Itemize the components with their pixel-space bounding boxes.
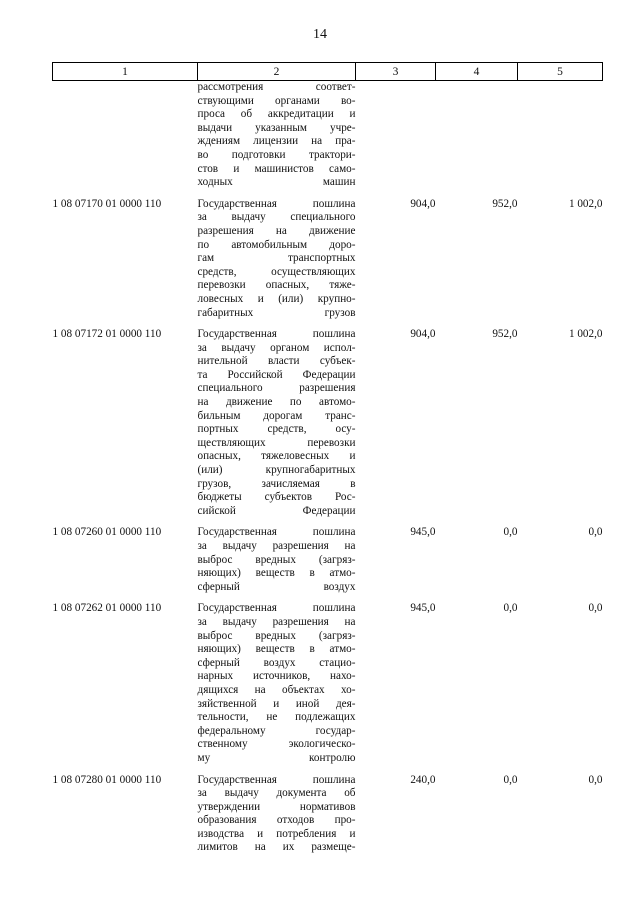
column-header: 4 [436,63,518,81]
revenue-name: Государственная пошлина за выдачу разрешения на выброс вредных (загряз- няющих) веществ в атмо- сферный воздух стацио- нарных источников, нахо- дящихся на объектах хо- зяйственной и иной дея- тельности, не подлежащих федеральному государ- ственному экологическо- му контролю [197,602,356,764]
value-col3: 904,0 [410,197,436,210]
continuation-row [53,81,603,196]
budget-code: 1 08 07280 01 0000 110 [52,773,162,786]
revenue-name: Государственная пошлина за выдачу разрешения на выброс вредных (загряз- няющих) веществ в атмо- сферный воздух [197,526,356,593]
value-col4: 952,0 [492,197,518,210]
value-col3: 240,0 [410,773,436,786]
value-col5: 0,0 [588,602,603,615]
budget-code: 1 08 07170 01 0000 110 [52,197,162,210]
value-col4: 952,0 [492,328,518,341]
revenue-name: Государственная пошлина за выдачу органом испол- нительной власти субъек- та Российской Федерации специального разрешения на движение по автомо- бильным дорогам транс- портных средств, осу- ществляющих перевозки опасных, тяжеловесных и (или) крупногабаритных грузов, зачисляемая в бюджеты субъектов Рос- сийской Федерации [197,328,356,517]
revenue-name: Государственная пошлина за выдачу документа об утверждении нормативов образования отходов про- изводства и потребления и лимитов на их размеще- [197,773,356,854]
budget-code: 1 08 07172 01 0000 110 [52,328,162,341]
revenue-name: Государственная пошлина за выдачу специального разрешения на движение по автомобильным доро- гам транспортных средств, осуществляющих перевозки опасных, тяже- ловесных и (или) крупно- габаритных грузов [197,197,356,319]
budget-code: 1 08 07262 01 0000 110 [52,602,162,615]
value-col5: 0,0 [588,526,603,539]
column-header: 3 [356,63,436,81]
value-col5: 1 002,0 [568,328,603,341]
budget-code: 1 08 07260 01 0000 110 [52,526,162,539]
table-row [53,326,603,524]
column-header: 1 [53,63,198,81]
table-row [53,196,603,326]
value-col5: 1 002,0 [568,197,603,210]
column-header: 2 [198,63,356,81]
table-row [53,600,603,771]
value-col3: 945,0 [410,526,436,539]
value-col3: 945,0 [410,602,436,615]
table-header-row [53,63,603,81]
continuation-text: рассмотрения соответ- ствующими органами во- проса об аккредитации и выдачи указанным учре- ждениям лицензии на пра- во подготовки трактори- стов и машинистов само- ходных машин [197,81,356,189]
value-col5: 0,0 [588,773,603,786]
value-col4: 0,0 [503,773,518,786]
value-col4: 0,0 [503,602,518,615]
value-col4: 0,0 [503,526,518,539]
page-number: 14 [313,27,327,42]
table-row [53,524,603,600]
budget-table [52,62,603,861]
column-header: 5 [518,63,603,81]
table-row [53,772,603,862]
value-col3: 904,0 [410,328,436,341]
